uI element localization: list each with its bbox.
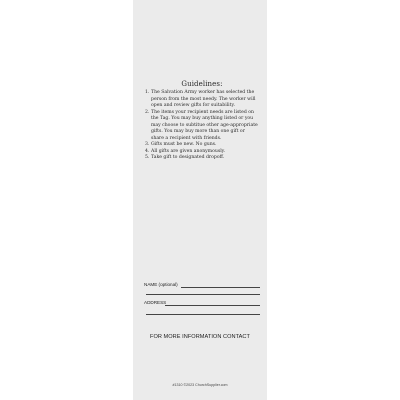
guideline-number: 1. xyxy=(145,90,150,95)
contact-form xyxy=(144,281,260,319)
guideline-item xyxy=(145,90,259,110)
gift-tag-card xyxy=(133,0,267,400)
guideline-text: Gifts must be new. No guns. xyxy=(151,142,217,147)
guidelines-title: Guidelines: xyxy=(181,80,223,88)
address-extra-line-wrap xyxy=(144,307,260,319)
product-footer: #1310 ©2023 ChurchSupplier.com xyxy=(172,383,228,387)
guidelines-list xyxy=(145,90,259,162)
address-field[interactable] xyxy=(144,299,260,307)
name-extra-write-line[interactable] xyxy=(146,294,260,295)
name-write-line[interactable] xyxy=(181,287,260,288)
guideline-text: All gifts are given anonymously. xyxy=(151,148,226,154)
address-extra-write-line[interactable] xyxy=(146,314,260,315)
more-info-contact: FOR MORE INFORMATION CONTACT xyxy=(149,334,250,340)
guideline-number: 3. xyxy=(145,142,150,147)
guideline-item xyxy=(145,110,259,143)
name-label: NAME (optional) xyxy=(144,282,178,287)
guideline-number: 2. xyxy=(145,109,150,115)
guideline-text: The Salvation Army worker has selected the person from the most needy. The worker will open and review gifts for suitability. xyxy=(151,90,256,108)
guideline-item xyxy=(145,155,259,162)
guideline-number: 4. xyxy=(145,148,150,154)
guideline-text: Take gift to designated dropoff. xyxy=(151,155,225,160)
guidelines-section xyxy=(145,80,259,162)
address-write-line[interactable] xyxy=(165,305,260,306)
guideline-text: The items your recipient needs are listed on the Tag. You may buy anything listed or you may choose to subtitue other age-appropriate gifts. You may buy more than one gift or share a recipient with friends. xyxy=(151,109,258,141)
name-extra-line-wrap xyxy=(144,289,260,299)
guideline-number: 5. xyxy=(145,155,150,160)
address-label: ADDRESS xyxy=(144,300,167,305)
name-field[interactable] xyxy=(144,281,260,289)
